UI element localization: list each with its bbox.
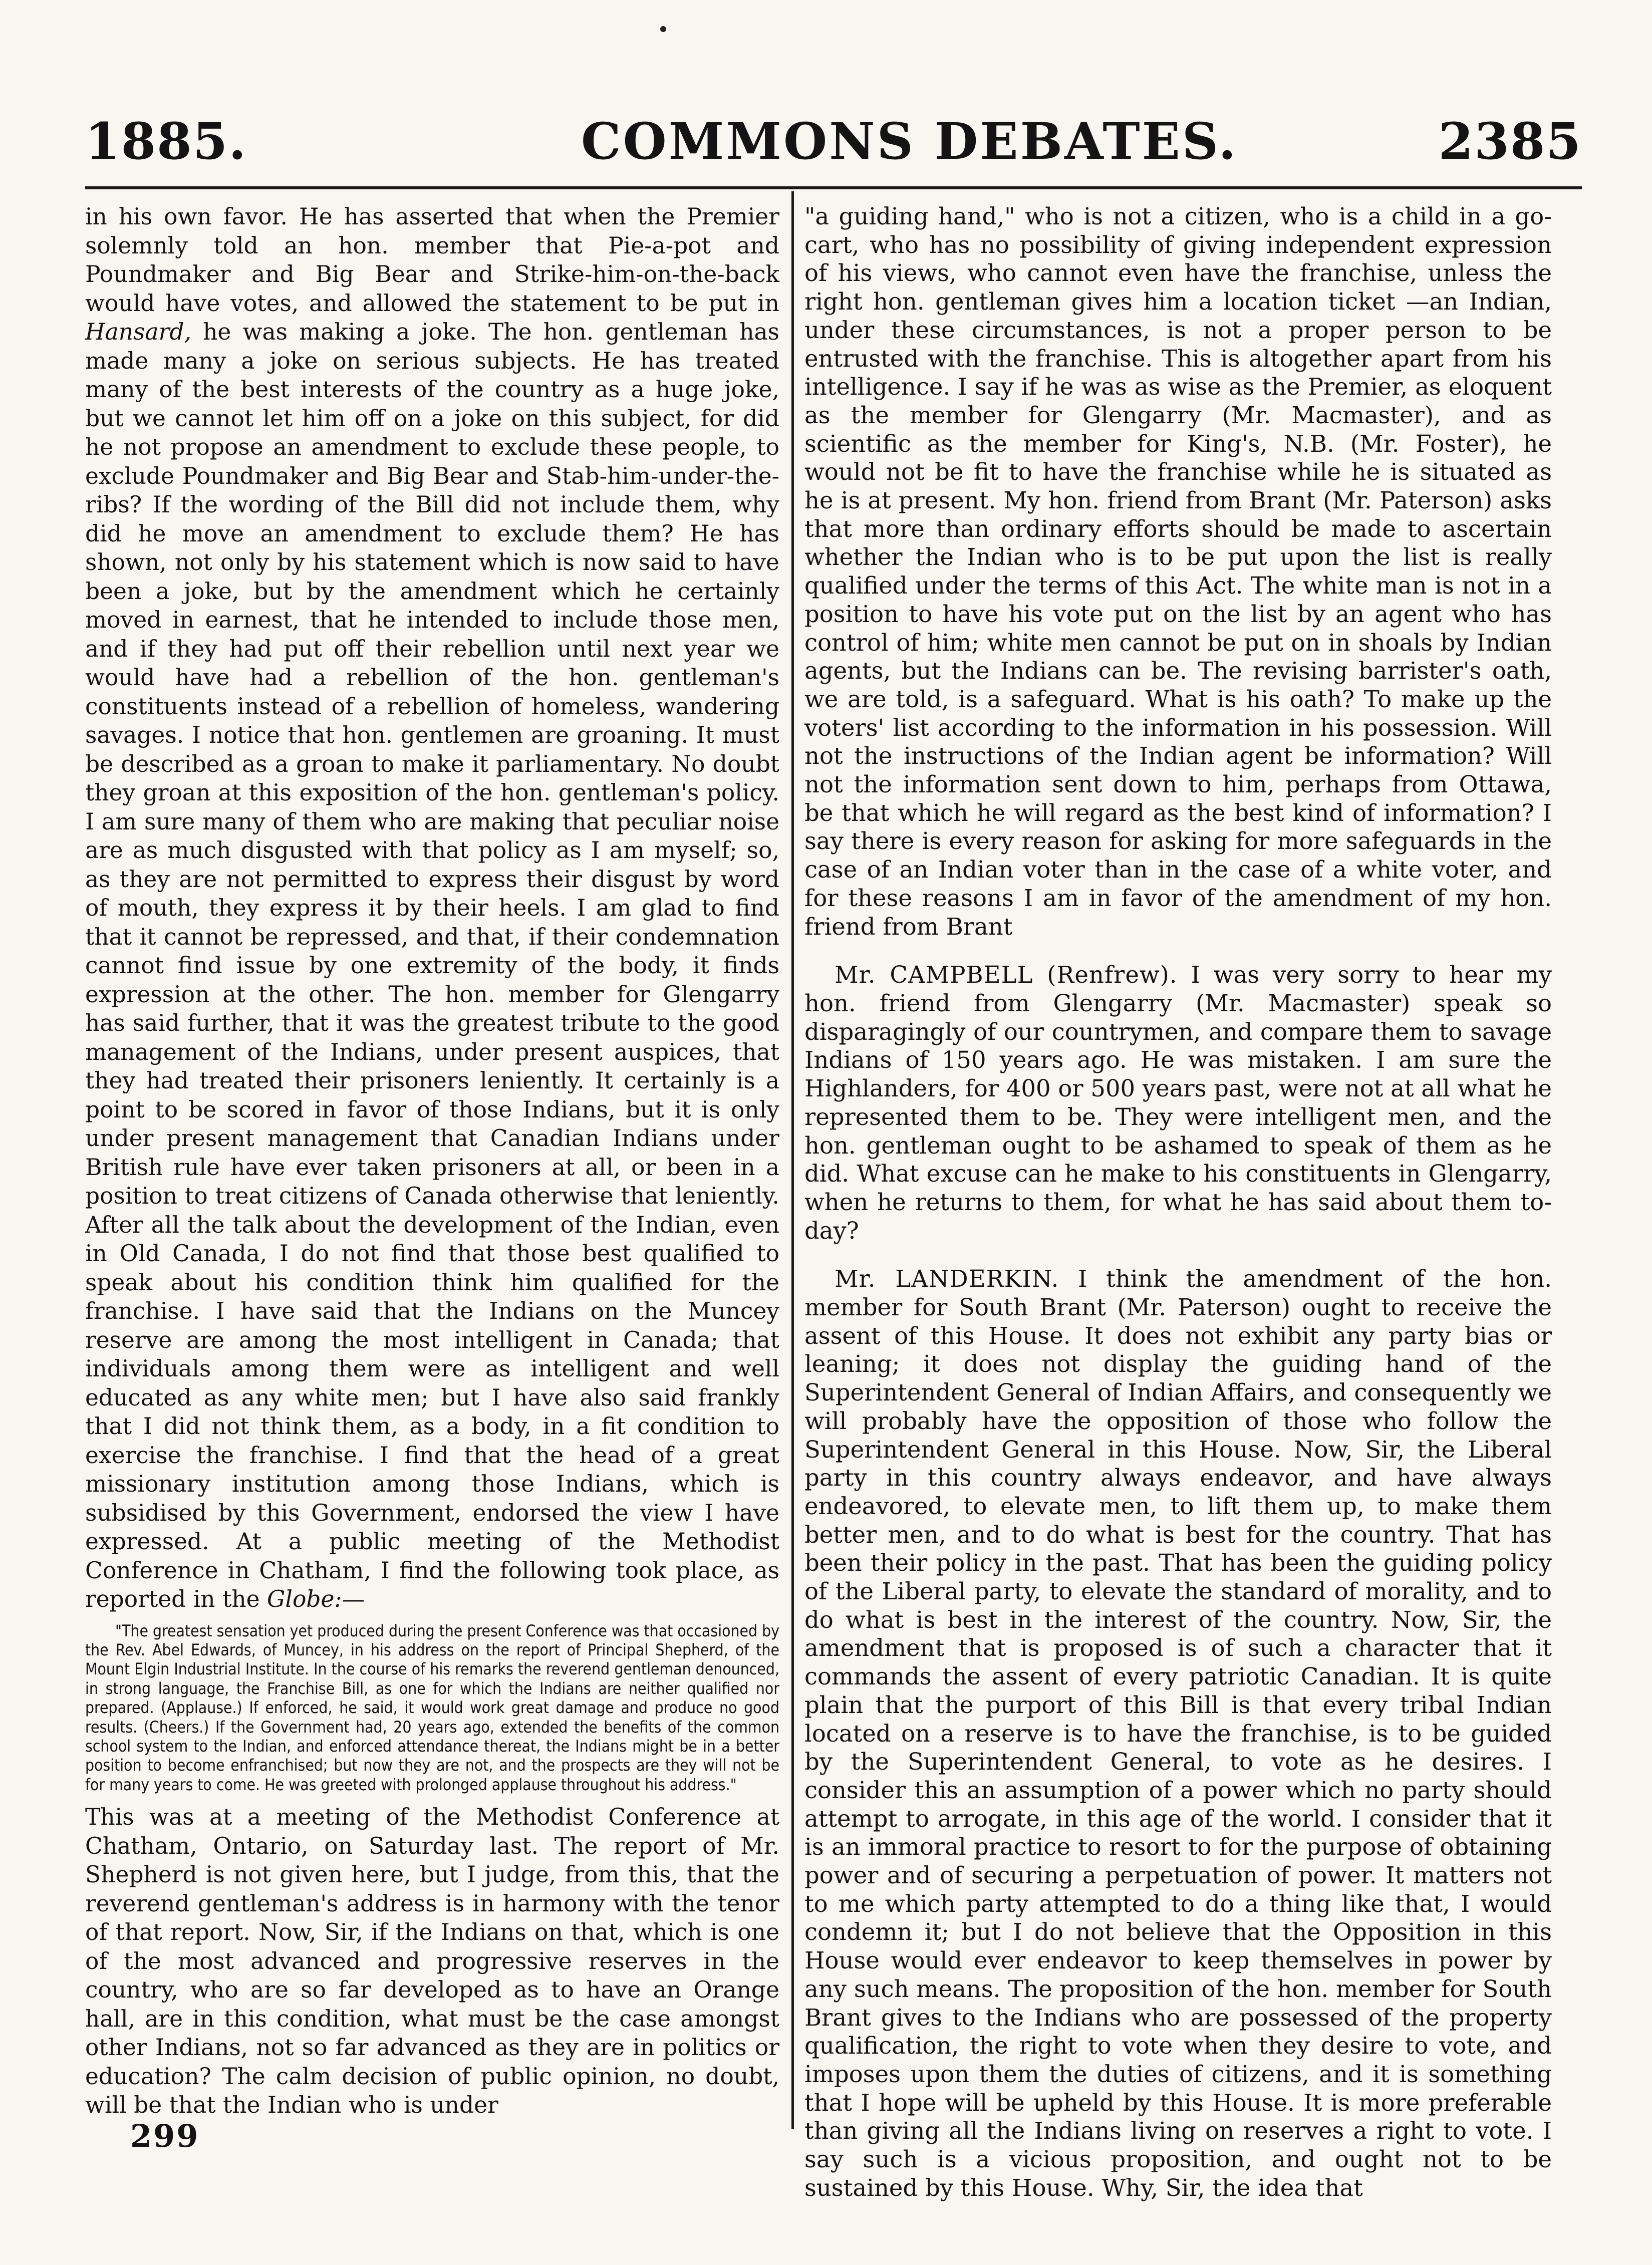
signature-mark: 299 bbox=[130, 2118, 200, 2154]
left-paragraph-1 bbox=[85, 202, 779, 1614]
column-divider bbox=[791, 191, 794, 2129]
left-text-a: in his own favor. He has asserted that when the Premier solemnly told an hon. member that Pie-a-pot and Poundmaker and Big Bear and Strike-him-on-the-back would have votes, and allowed the statement to be put in bbox=[85, 203, 779, 317]
left-column bbox=[85, 202, 779, 2119]
speaker-campbell: Mr. CAMPBELL (Renfrew). bbox=[835, 961, 1178, 989]
speech-campbell-text: I was very sorry to hear my hon. friend from Glengarry (Mr. Macmaster) speak so disparagingly of our countrymen, and compare them to savage Indians of 150 years ago. He was mistaken. I am sure the Highlanders, for 400 or 500 years past, were not at all what he represented them to be. They were intelligent men, and the hon. gentleman ought to be ashamed to speak of them as he did. What excuse can he make to his constituents in Glengarry, when he returns to them, for what he has said about them to-day? bbox=[804, 961, 1552, 1244]
header-rule bbox=[85, 186, 1582, 189]
speaker-landerkin: Mr. LANDERKIN. bbox=[835, 1265, 1059, 1293]
right-column bbox=[804, 202, 1552, 2201]
header-title: COMMONS DEBATES. bbox=[581, 112, 1238, 171]
header-page-number: 2385 bbox=[1438, 112, 1582, 171]
print-mark bbox=[660, 26, 666, 32]
left-italic-globe: Globe: bbox=[267, 1586, 342, 1612]
left-text-b: he was making a joke. The hon. gentleman has made many a joke on serious subjects. He has treated many of the best interests of the country as a huge joke, but we cannot let him off on a joke on this subject, for did he not propose an amendment to exclude these people, to exclude Poundmaker and Big Bear and Stab-him-under-the-ribs? If the wording of the Bill did not include them, why did he move an amendment to exclude them? He has shown, not only by his statement which is now said to have been a joke, but by the amendment which he certainly moved in earnest, that he intended to include those men, and if they had put off their rebellion until next year we would have had a rebellion of the hon. gentleman's constituents instead of a rebellion of homeless, wandering savages. I notice that hon. gentlemen are groaning. It must be described as a groan to make it parliamentary. No doubt they groan at this exposition of the hon. gentleman's policy. I am sure many of them who are making that peculiar noise are as much disgusted with that policy as I am myself; so, as they are not permitted to express their disgust by word of mouth, they express it by their heels. I am glad to find that it cannot be repressed, and that, if their condemnation cannot find issue by one extremity of the body, it finds expression at the other. The hon. member for Glengarry has said further, that it was the greatest tribute to the good management of the Indians, under present auspices, that they had treated their prisoners leniently. It certainly is a point to be scored in favor of those Indians, but it is only under present management that Canadian Indians under British rule have ever taken prisoners at all, or been in a position to treat citizens of Canada otherwise that leniently. After all the talk about the development of the Indian, even in Old Canada, I do not find that those best qualified to speak about his condition think him qualified for the franchise. I have said that the Indians on the Muncey reserve are among the most intelligent in Canada; that individuals among them were as intelligent and well educated as any white men; but I have also said frankly that I did not think them, as a body, in a fit condition to exercise the franchise. I find that the head of a great missionary institution among those Indians, which is subsidised by this Government, endorsed the view I have expressed. At a public meeting of the Methodist Conference in Chatham, I find the following took place, as reported in the bbox=[85, 319, 779, 1612]
speech-campbell bbox=[804, 961, 1552, 1245]
left-italic-hansard: Hansard, bbox=[85, 319, 191, 345]
globe-quotation: "The greatest sensation yet produced during the present Conference was that occasioned by the Rev. Abel Edwards, of Muncey, in his address on the report of Principal Shepherd, of the Mount Elgin Industrial Institute. In the course of his remarks the reverend gentleman denounced, in strong language, the Franchise Bill, as one for which the Indians are neither qualified nor prepared. (Applause.) If enforced, he said, it would work great damage and produce no good results. (Cheers.) If the Government had, 20 years ago, extended the benefits of the common school system to the Indian, and enforced attendance thereat, the Indians might be in a better position to become enfranchised; but now they are not, and the prospects are they will not be for many years to come. He was greeted with prolonged applause throughout his address." bbox=[85, 1622, 779, 1794]
header-year: 1885. bbox=[85, 112, 247, 171]
speech-landerkin-text: I think the amendment of the hon. member for South Brant (Mr. Paterson) ought to receive the assent of this House. It does not exhibit any party bias or leaning; it does not display the guiding hand of the Superintendent General of Indian Affairs, and consequently we will probably have the opposition of those who follow the Superintendent General in this House. Now, Sir, the Liberal party in this country always endeavor, and have always endeavored, to elevate men, to lift them up, to make them better men, and to do what is best for the country. That has been their policy in the past. That has been the guiding policy of the Liberal party, to elevate the standard of morality, and to do what is best in the interest of the country. Now, Sir, the amendment that is proposed is of such a character that it commands the assent of every patriotic Canadian. It is quite plain that the purport of this Bill is that every tribal Indian located on a reserve is to have the franchise, is to be guided by the Superintendent General, to vote as he desires. I consider this an assumption of a power which no party should attempt to arrogate, in this age of the world. I consider that it is an immoral practice to resort to for the purpose of obtaining power and of securing a perpetuation of power. It matters not to me which party attempted to do a thing like that, I would condemn it; but I do not believe that the Opposition in this House would ever endeavor to keep themselves in power by any such means. The proposition of the hon. member for South Brant gives to the Indians who are possessed of the property qualification, the right to vote when they desire to vote, and imposes upon them the duties of citizens, and it is something that I hope will be upheld by this House. It is more preferable than giving all the Indians living on reserves a right to vote. I say such is a vicious proposition, and ought not to be sustained by this House. Why, Sir, the idea that bbox=[804, 1265, 1552, 2201]
left-paragraph-2: This was at a meeting of the Methodist Conference at Chatham, Ontario, on Saturday last. The report of Mr. Shepherd is not given here, but I judge, from this, that the reverend gentleman's address is in harmony with the tenor of that report. Now, Sir, if the Indians on that, which is one of the most advanced and progressive reserves in the country, who are so far developed as to have an Orange hall, are in this condition, what must be the case amongst other Indians, not so far advanced as they are in politics or education? The calm decision of public opinion, no doubt, will be that the Indian who is under bbox=[85, 1804, 779, 2119]
left-text-c: — bbox=[342, 1586, 365, 1612]
right-paragraph-1: "a guiding hand," who is not a citizen, who is a child in a go-cart, who has no possibility of giving independent expression of his views, who cannot even have the franchise, unless the right hon. gentleman gives him a location ticket —an Indian, under these circumstances, is not a proper person to be entrusted with the franchise. This is altogether apart from his intelligence. I say if he was as wise as the Premier, as eloquent as the member for Glengarry (Mr. Macmaster), and as scientific as the member for King's, N.B. (Mr. Foster), he would not be fit to have the franchise while he is situated as he is at present. My hon. friend from Brant (Mr. Paterson) asks that more than ordinary efforts should be made to ascertain whether the Indian who is to be put upon the list is really qualified under the terms of this Act. The white man is not in a position to have his vote put on the list by an agent who has control of him; white men cannot be put on in shoals by Indian agents, but the Indians can be. The revising barrister's oath, we are told, is a safeguard. What is his oath? To make up the voters' list according to the information in his possession. Will not the instructions of the Indian agent be information? Will not the information sent down to him, perhaps from Ottawa, be that which he will regard as the best kind of information? I say there is every reason for asking for more safeguards in the case of an Indian voter than in the case of a white voter, and for these reasons I am in favor of the amendment of my hon. friend from Brant bbox=[804, 203, 1552, 940]
speech-landerkin bbox=[804, 1265, 1552, 2202]
